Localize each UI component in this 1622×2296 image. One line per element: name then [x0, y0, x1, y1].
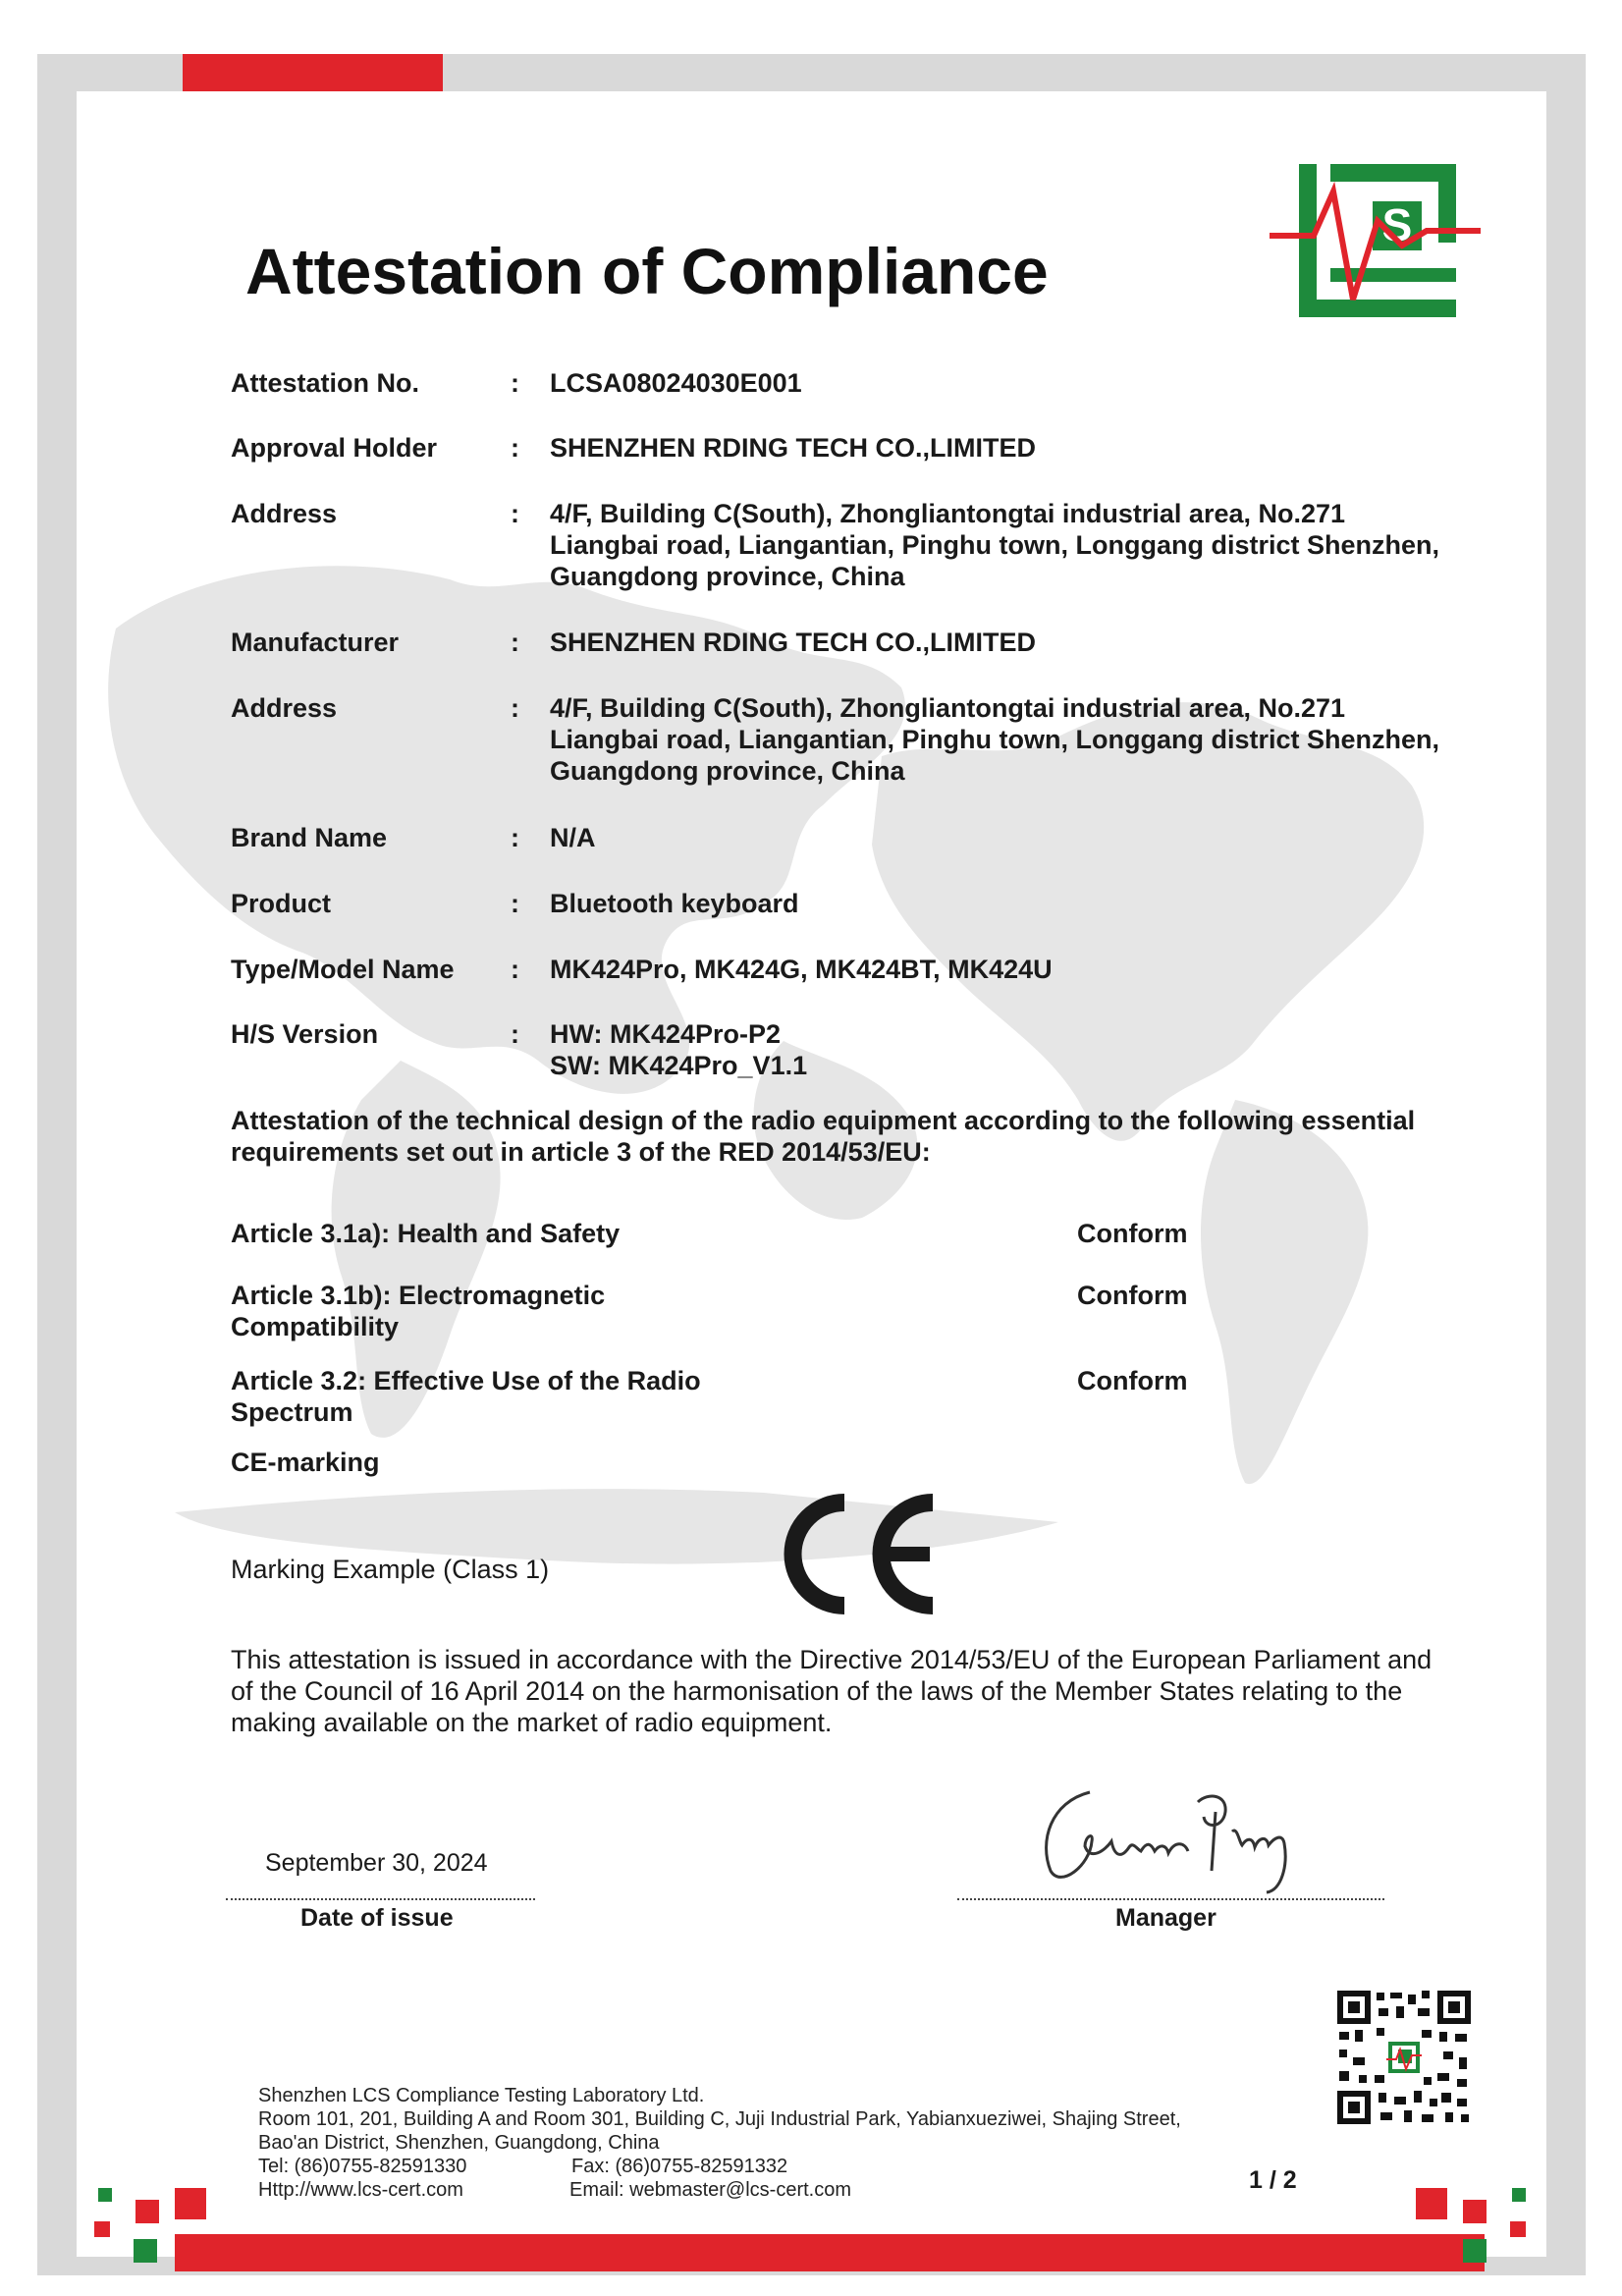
field-colon: : — [511, 889, 519, 918]
field-colon: : — [511, 1019, 519, 1049]
footer-fax: Fax: (86)0755-82591332 — [571, 2156, 788, 2177]
article-result: Conform — [1077, 1281, 1188, 1310]
field-label: H/S Version — [231, 1019, 379, 1049]
field-value-line: 4/F, Building C(South), Zhongliantongtai industrial area, No.271 — [550, 499, 1346, 528]
field-colon: : — [511, 433, 519, 463]
footer-address-line: Bao'an District, Shenzhen, Guangdong, China — [258, 2132, 660, 2154]
manager-label: Manager — [1115, 1904, 1216, 1932]
article-name: Article 3.2: Effective Use of the Radio — [231, 1366, 701, 1395]
field-colon: : — [511, 628, 519, 657]
decor-square — [134, 2239, 157, 2263]
field-value-line: Guangdong province, China — [550, 562, 905, 591]
page-title: Attestation of Compliance — [245, 235, 1049, 307]
field-value-line: Guangdong province, China — [550, 756, 905, 786]
decor-square — [1510, 2221, 1526, 2237]
article-name: Spectrum — [231, 1397, 353, 1427]
field-value: N/A — [550, 823, 596, 852]
footer-tel: Tel: (86)0755-82591330 — [258, 2156, 467, 2177]
ce-marking-heading: CE-marking — [231, 1448, 380, 1477]
field-label: Type/Model Name — [231, 955, 455, 984]
article-name: Article 3.1b): Electromagnetic — [231, 1281, 606, 1310]
field-label: Address — [231, 693, 338, 723]
manager-signature — [1031, 1773, 1306, 1900]
field-colon: : — [511, 499, 519, 528]
field-value: LCSA08024030E001 — [550, 368, 802, 398]
field-colon: : — [511, 693, 519, 723]
qr-code — [1335, 1989, 1473, 2126]
field-label: Brand Name — [231, 823, 388, 852]
statement-line: requirements set out in article 3 of the RED 2014/53/EU: — [231, 1137, 931, 1167]
decor-square — [98, 2188, 112, 2202]
field-label: Product — [231, 889, 332, 918]
field-value: Bluetooth keyboard — [550, 889, 799, 918]
field-colon: : — [511, 368, 519, 398]
footer-website: Http://www.lcs-cert.com — [258, 2179, 463, 2201]
article-name: Compatibility — [231, 1312, 400, 1341]
field-label: Attestation No. — [231, 368, 419, 398]
footer-address-line: Room 101, 201, Building A and Room 301, Building C, Juji Industrial Park, Yabianxueziwei, Shajing Street, — [258, 2108, 1181, 2130]
date-signature-line — [226, 1898, 535, 1900]
field-colon: : — [511, 823, 519, 852]
ce-mark-icon — [776, 1493, 943, 1615]
directive-line: making available on the market of radio equipment. — [231, 1708, 833, 1737]
decor-square — [175, 2188, 206, 2219]
field-label: Address — [231, 499, 338, 528]
page-number: 1 / 2 — [1249, 2166, 1297, 2194]
field-value-line: HW: MK424Pro-P2 — [550, 1019, 782, 1049]
field-value: MK424Pro, MK424G, MK424BT, MK424U — [550, 955, 1053, 984]
field-label: Manufacturer — [231, 628, 400, 657]
marking-example-label: Marking Example (Class 1) — [231, 1555, 550, 1584]
decor-square — [1512, 2188, 1526, 2202]
svg-text:S: S — [1381, 199, 1413, 250]
lcs-logo-icon — [1270, 162, 1481, 319]
decor-square — [1463, 2200, 1487, 2223]
footer-email: Email: webmaster@lcs-cert.com — [569, 2179, 852, 2201]
footer-company: Shenzhen LCS Compliance Testing Laboratory Ltd. — [258, 2085, 705, 2106]
manager-signature-line — [957, 1898, 1384, 1900]
decor-square — [135, 2200, 159, 2223]
decor-square — [1463, 2239, 1487, 2263]
field-label: Approval Holder — [231, 433, 438, 463]
bottom-red-bar — [175, 2234, 1485, 2271]
directive-line: This attestation is issued in accordance with the Directive 2014/53/EU of the European Parliament and — [231, 1645, 1433, 1674]
article-result: Conform — [1077, 1366, 1188, 1395]
statement-line: Attestation of the technical design of the radio equipment according to the following essential — [231, 1106, 1416, 1135]
article-name: Article 3.1a): Health and Safety — [231, 1219, 621, 1248]
article-result: Conform — [1077, 1219, 1188, 1248]
directive-line: of the Council of 16 April 2014 on the harmonisation of the laws of the Member States relating to the — [231, 1676, 1403, 1706]
decor-square — [1416, 2188, 1447, 2219]
date-of-issue-label: Date of issue — [300, 1904, 454, 1932]
field-value-line: 4/F, Building C(South), Zhongliantongtai industrial area, No.271 — [550, 693, 1346, 723]
field-value-line: Liangbai road, Liangantian, Pinghu town, Longgang district Shenzhen, — [550, 725, 1439, 754]
field-colon: : — [511, 955, 519, 984]
field-value: SHENZHEN RDING TECH CO.,LIMITED — [550, 433, 1037, 463]
top-red-bar — [183, 54, 443, 91]
issue-date: September 30, 2024 — [265, 1849, 488, 1877]
decor-square — [94, 2221, 110, 2237]
field-value-line: SW: MK424Pro_V1.1 — [550, 1051, 808, 1080]
field-value: SHENZHEN RDING TECH CO.,LIMITED — [550, 628, 1037, 657]
field-value-line: Liangbai road, Liangantian, Pinghu town, Longgang district Shenzhen, — [550, 530, 1439, 560]
